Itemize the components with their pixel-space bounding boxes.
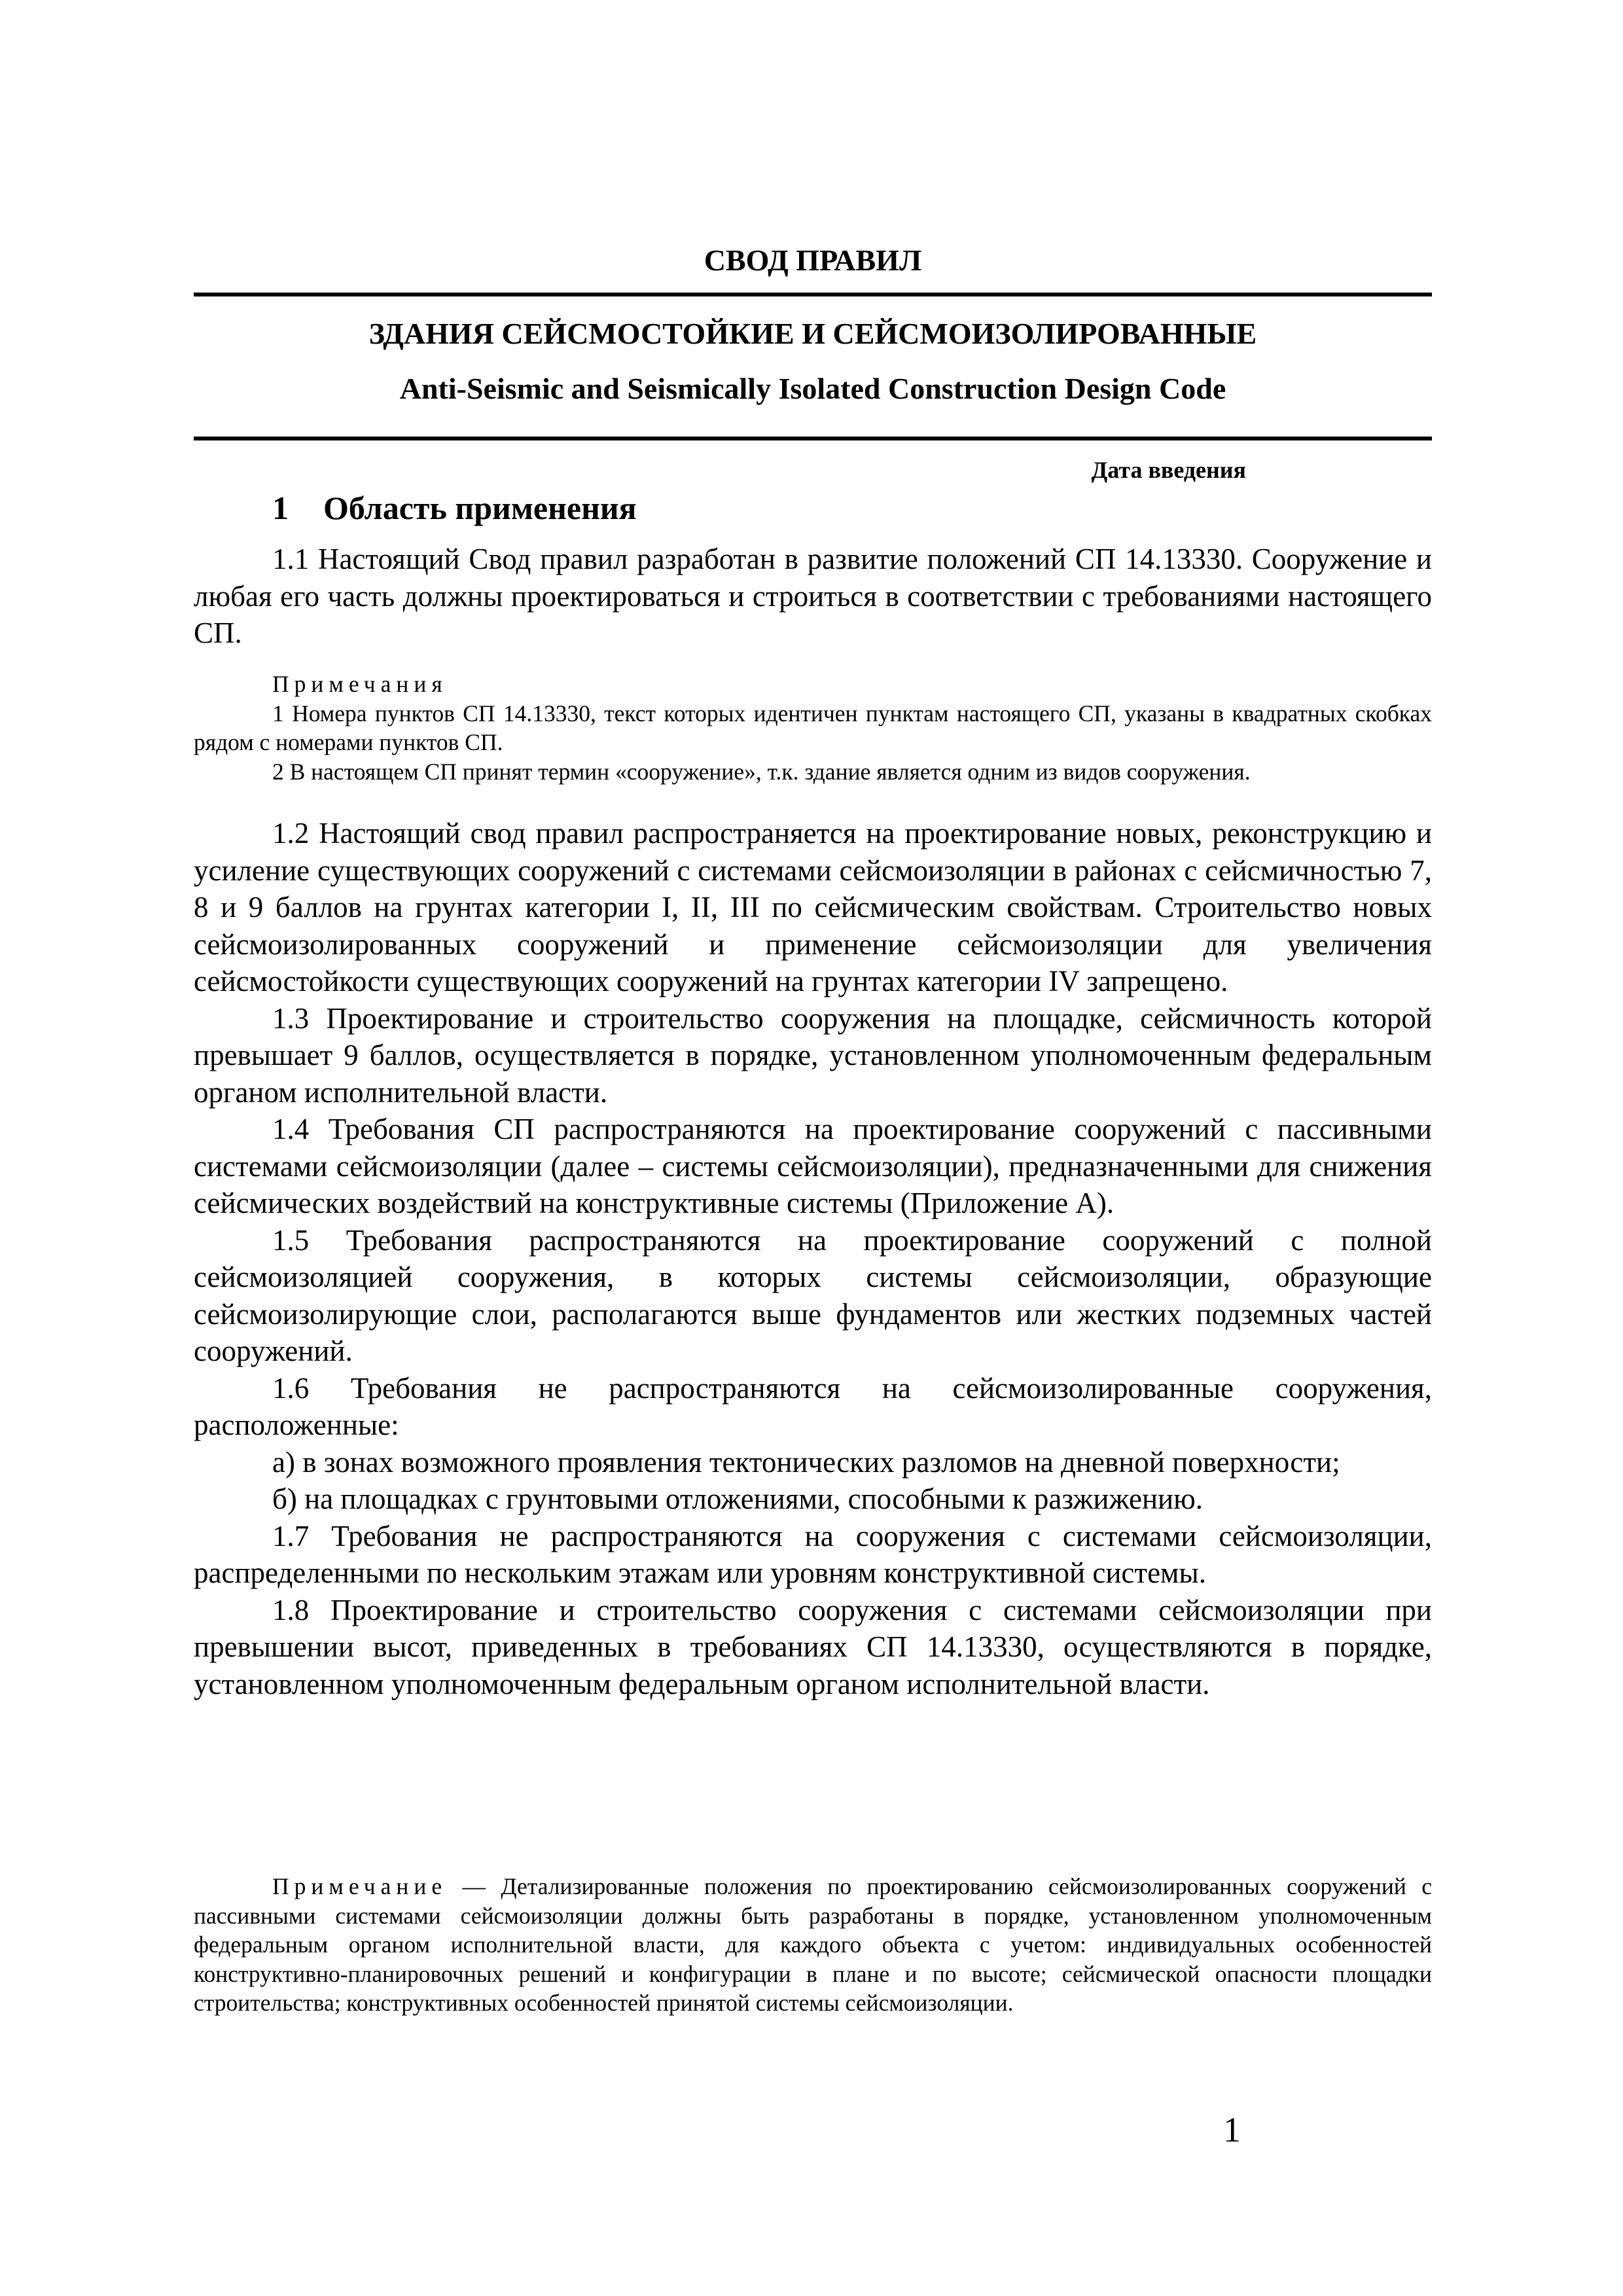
paragraph-1-1: 1.1 Настоящий Свод правил разработан в развитие положений СП 14.13330. Сооружение и любая его часть должны проектироваться и строиться в соответствии с требованиями настоящего СП. [194, 543, 1432, 649]
body-block-2 [194, 815, 1432, 1702]
paragraph-1-5: 1.5 Требования распространяются на проектирование сооружений с полной сейсмоизоляцией сооружения, в которых системы сейсмоизоляции, образующие сейсмоизолирующие слои, располагаются выше фундаментов или жестких подземных частей сооружений. [194, 1223, 1432, 1367]
list-item-a: а) в зонах возможного проявления тектонических разломов на дневной поверхности; [272, 1445, 1340, 1479]
paragraph-1-7: 1.7 Требования не распространяются на сооружения с системами сейсмоизоляции, распределенными по нескольким этажам или уровням конструктивной системы. [194, 1519, 1432, 1589]
notes-block-1 [194, 670, 1432, 786]
paragraph-1-2: 1.2 Настоящий свод правил распространяется на проектирование новых, реконструкцию и усиление существующих сооружений с системами сейсмоизоляции в районах с сейсмичностью 7, 8 и 9 баллов на грунтах категории I, II, III по сейсмическим свойствам. Строительство новых сейсмоизолированных сооружений и применение сейсмоизоляции для увеличения сейсмостойкости существующих сооружений на грунтах категории IV запрещено. [194, 817, 1432, 997]
paragraph-1-3: 1.3 Проектирование и строительство сооружения на площадке, сейсмичность которой превышает 9 баллов, осуществляется в порядке, установленном уполномоченным федеральным органом исполнительной власти. [194, 1001, 1432, 1109]
title-divider-bottom [194, 437, 1432, 440]
document-subject-en: Anti-Seismic and Seismically Isolated Construction Design Code [399, 372, 1226, 405]
document-subject-ru: ЗДАНИЯ СЕЙСМОСТОЙКИЕ И СЕЙСМОИЗОЛИРОВАННЫЕ [368, 317, 1257, 350]
intro-date-label: Дата введения [1091, 457, 1246, 483]
notes-label: Примечания [272, 671, 448, 697]
list-item-b: б) на площадках с грунтовыми отложениями, способными к разжижению. [272, 1482, 1204, 1515]
paragraph-1-6: 1.6 Требования не распространяются на сейсмоизолированные сооружения, расположенные: [194, 1371, 1432, 1441]
note-2-label: Примечание [272, 1873, 448, 1899]
note-2 [194, 1872, 1432, 2018]
notes-block-2 [194, 1872, 1432, 2018]
section-heading [272, 488, 637, 528]
document-title: СВОД ПРАВИЛ [704, 243, 922, 277]
note-item-2: 2 В настоящем СП принят термин «сооружение», т.к. здание является одним из видов сооружения. [272, 758, 1251, 785]
body-block-1 [194, 541, 1432, 652]
section-number: 1 [272, 490, 289, 526]
title-divider-top [194, 293, 1432, 296]
paragraph-1-4: 1.4 Требования СП распространяются на проектирование сооружений с пассивными системами сейсмоизоляции (далее – системы сейсмоизоляции), предназначенными для снижения сейсмических воздействий на конструктивные системы (Приложение А). [194, 1113, 1432, 1219]
note-2-text: — Детализированные положения по проектированию сейсмоизолированных сооружений с пассивными системами сейсмоизоляции должны быть разработаны в порядке, установленном уполномоченным федеральным органом исполнительной власти, для каждого объекта с учетом: индивидуальных особенностей конструктивно-планировочных решений и конфигурации в плане и по высоте; сейсмической опасности площадки строительства; конструктивных особенностей принятой системы сейсмоизоляции. [194, 1873, 1433, 2016]
page-number: 1 [1223, 2110, 1241, 2149]
note-item-1: 1 Номера пунктов СП 14.13330, текст которых идентичен пунктам настоящего СП, указаны в квадратных скобках рядом с номерами пунктов СП. [194, 700, 1432, 755]
section-title: Область применения [323, 490, 637, 526]
paragraph-1-8: 1.8 Проектирование и строительство сооружения с системами сейсмоизоляции при превышении высот, приведенных в требованиях СП 14.13330, осуществляются в порядке, установленном уполномоченным федеральным органом исполнительной власти. [194, 1593, 1432, 1700]
